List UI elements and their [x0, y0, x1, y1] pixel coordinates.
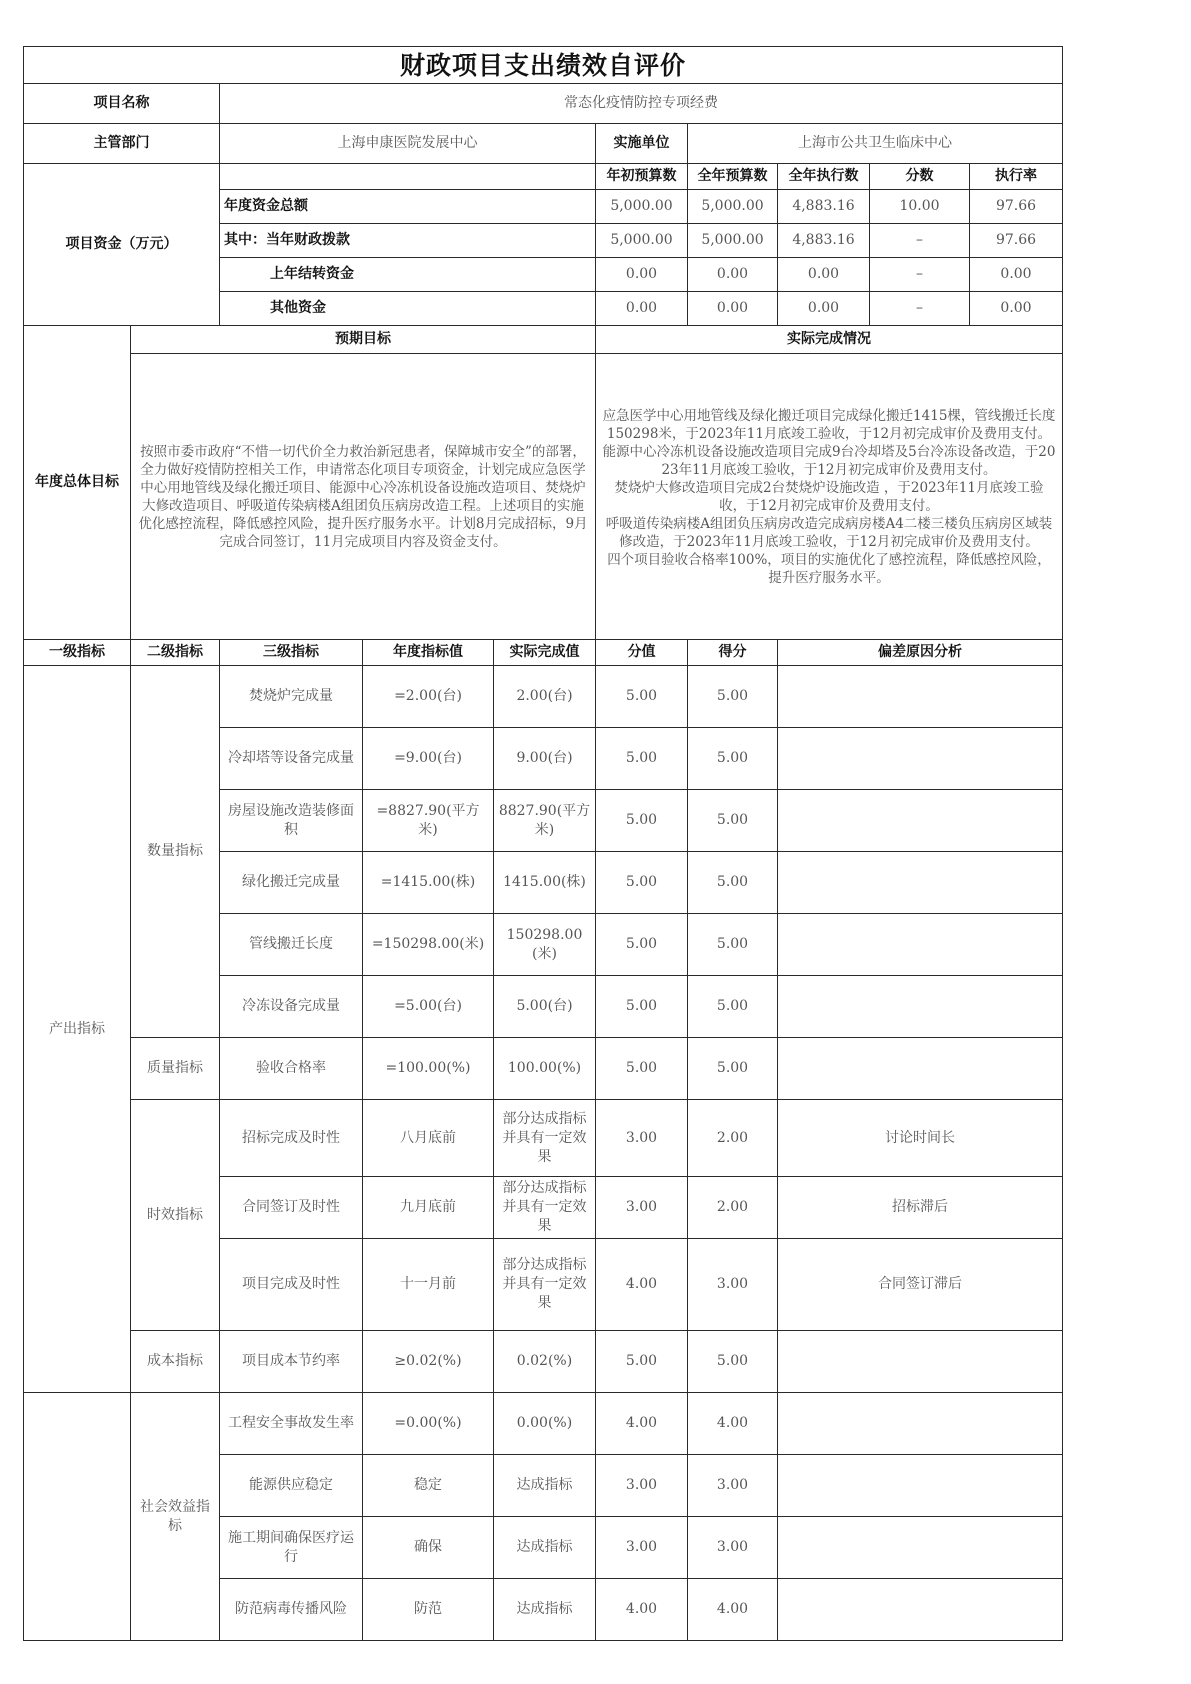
indicator-reason: 合同签订滞后 — [778, 1239, 1063, 1331]
indicator-reason — [778, 976, 1063, 1038]
indicator-weight: 5.00 — [596, 976, 688, 1038]
fund-header: 全年执行数 — [778, 164, 870, 190]
indicator-actual: 0.02(%) — [494, 1331, 596, 1393]
indicator-reason — [778, 728, 1063, 790]
indicator-score: 5.00 — [688, 1331, 778, 1393]
goals-and-indicators — [23, 325, 1063, 1641]
indicator-reason — [778, 1517, 1063, 1579]
fund-header: 分数 — [870, 164, 970, 190]
fund-row-label: 上年结转资金 — [220, 258, 596, 292]
indicator-score: 2.00 — [688, 1177, 778, 1239]
indicator-name: 管线搬迁长度 — [220, 914, 363, 976]
evaluation-sheet — [23, 46, 1063, 326]
level2-quality: 质量指标 — [131, 1038, 220, 1100]
fund-cell: – — [870, 258, 970, 292]
indicator-weight: 5.00 — [596, 1331, 688, 1393]
indicator-target: 十一月前 — [363, 1239, 494, 1331]
indicator-reason — [778, 1455, 1063, 1517]
actual-status-line: 能源中心冷冻机设备设施改造项目完成9台冷却塔及5台冷冻设备改造，于2023年11月底竣工验收，于12月初完成审价及费用支付。 — [602, 443, 1056, 478]
department-label: 主管部门 — [24, 124, 220, 164]
fund-cell: 10.00 — [870, 190, 970, 224]
implementer-value: 上海市公共卫生临床中心 — [688, 124, 1063, 164]
fund-row-label: 其他资金 — [220, 292, 596, 326]
indicator-weight: 5.00 — [596, 790, 688, 852]
indicator-actual: 部分达成指标并具有一定效果 — [494, 1177, 596, 1239]
indicator-reason — [778, 790, 1063, 852]
indicator-actual: 5.00(台) — [494, 976, 596, 1038]
indicator-name: 房屋设施改造装修面积 — [220, 790, 363, 852]
indicator-weight: 3.00 — [596, 1177, 688, 1239]
indicator-header: 二级指标 — [131, 640, 220, 666]
level1-benefit — [24, 1393, 131, 1641]
indicator-name: 冷却塔等设备完成量 — [220, 728, 363, 790]
indicator-score: 2.00 — [688, 1100, 778, 1177]
indicator-target: =0.00(%) — [363, 1393, 494, 1455]
fund-header: 全年预算数 — [688, 164, 778, 190]
indicator-header: 偏差原因分析 — [778, 640, 1063, 666]
indicator-target: =2.00(台) — [363, 666, 494, 728]
fund-cell: – — [870, 224, 970, 258]
indicator-name: 合同签订及时性 — [220, 1177, 363, 1239]
project-name-value: 常态化疫情防控专项经费 — [220, 84, 1063, 124]
indicator-score: 5.00 — [688, 852, 778, 914]
indicator-target: =8827.90(平方米) — [363, 790, 494, 852]
indicator-actual: 1415.00(株) — [494, 852, 596, 914]
fund-cell: 5,000.00 — [688, 190, 778, 224]
fund-header: 执行率 — [970, 164, 1063, 190]
indicator-actual: 0.00(%) — [494, 1393, 596, 1455]
project-name-label: 项目名称 — [24, 84, 220, 124]
fund-cell: 0.00 — [688, 292, 778, 326]
indicator-target: 确保 — [363, 1517, 494, 1579]
actual-status-header: 实际完成情况 — [596, 326, 1063, 354]
indicator-reason — [778, 1038, 1063, 1100]
evaluation-table — [23, 46, 1063, 326]
indicator-reason — [778, 852, 1063, 914]
indicator-name: 绿化搬迁完成量 — [220, 852, 363, 914]
fund-row-label: 其中：当年财政拨款 — [220, 224, 596, 258]
indicator-score: 3.00 — [688, 1517, 778, 1579]
fund-cell: 0.00 — [596, 258, 688, 292]
indicator-weight: 4.00 — [596, 1579, 688, 1641]
indicator-name: 项目完成及时性 — [220, 1239, 363, 1331]
indicator-actual: 部分达成指标并具有一定效果 — [494, 1239, 596, 1331]
fund-cell: 97.66 — [970, 190, 1063, 224]
indicator-target: =100.00(%) — [363, 1038, 494, 1100]
indicator-name: 焚烧炉完成量 — [220, 666, 363, 728]
level2-quantity: 数量指标 — [131, 666, 220, 1038]
indicator-header: 实际完成值 — [494, 640, 596, 666]
fund-cell: – — [870, 292, 970, 326]
indicator-weight: 4.00 — [596, 1393, 688, 1455]
indicator-score: 3.00 — [688, 1239, 778, 1331]
indicator-weight: 5.00 — [596, 914, 688, 976]
indicator-weight: 5.00 — [596, 852, 688, 914]
indicator-header: 一级指标 — [24, 640, 131, 666]
indicator-target: =9.00(台) — [363, 728, 494, 790]
fund-cell: 5,000.00 — [596, 190, 688, 224]
indicator-reason — [778, 1393, 1063, 1455]
indicator-actual: 部分达成指标并具有一定效果 — [494, 1100, 596, 1177]
indicator-score: 5.00 — [688, 666, 778, 728]
indicator-weight: 5.00 — [596, 666, 688, 728]
actual-status-line: 焚烧炉大修改造项目完成2台焚烧炉设施改造 ，于2023年11月底竣工验收，于12月初完成审价及费用支付。 — [614, 479, 1044, 514]
indicator-score: 4.00 — [688, 1579, 778, 1641]
fund-cell: 0.00 — [970, 292, 1063, 326]
indicator-name: 施工期间确保医疗运行 — [220, 1517, 363, 1579]
fund-cell: 0.00 — [596, 292, 688, 326]
indicator-actual: 达成指标 — [494, 1579, 596, 1641]
indicator-name: 冷冻设备完成量 — [220, 976, 363, 1038]
page-title: 财政项目支出绩效自评价 — [24, 47, 1063, 84]
indicator-name: 项目成本节约率 — [220, 1331, 363, 1393]
indicator-header: 年度指标值 — [363, 640, 494, 666]
fund-cell: 97.66 — [970, 224, 1063, 258]
indicator-reason — [778, 666, 1063, 728]
indicator-actual: 100.00(%) — [494, 1038, 596, 1100]
indicator-target: =150298.00(米) — [363, 914, 494, 976]
indicator-reason — [778, 1579, 1063, 1641]
actual-status-line: 四个项目验收合格率100%，项目的实施优化了感控流程，降低感控风险，提升医疗服务水平。 — [607, 551, 1051, 586]
indicator-name: 防范病毒传播风险 — [220, 1579, 363, 1641]
fund-cell: 0.00 — [970, 258, 1063, 292]
indicator-score: 5.00 — [688, 976, 778, 1038]
indicator-actual: 9.00(台) — [494, 728, 596, 790]
fund-cell: 4,883.16 — [778, 224, 870, 258]
annual-goal-label: 年度总体目标 — [24, 326, 131, 640]
indicator-table — [23, 325, 1063, 1641]
level1-output: 产出指标 — [24, 666, 131, 1393]
level2-social-benefit: 社会效益指标 — [131, 1393, 220, 1641]
fund-cell: 5,000.00 — [596, 224, 688, 258]
fund-cell: 0.00 — [688, 258, 778, 292]
indicator-actual: 8827.90(平方米) — [494, 790, 596, 852]
indicator-name: 能源供应稳定 — [220, 1455, 363, 1517]
indicator-header: 得分 — [688, 640, 778, 666]
implementer-label: 实施单位 — [596, 124, 688, 164]
indicator-reason — [778, 1331, 1063, 1393]
indicator-target: ≥0.02(%) — [363, 1331, 494, 1393]
indicator-target: =1415.00(株) — [363, 852, 494, 914]
indicator-target: =5.00(台) — [363, 976, 494, 1038]
indicator-weight: 3.00 — [596, 1455, 688, 1517]
indicator-score: 3.00 — [688, 1455, 778, 1517]
indicator-weight: 4.00 — [596, 1239, 688, 1331]
indicator-name: 工程安全事故发生率 — [220, 1393, 363, 1455]
indicator-name: 验收合格率 — [220, 1038, 363, 1100]
indicator-weight: 5.00 — [596, 728, 688, 790]
funds-header-blank — [220, 164, 596, 190]
level2-timeliness: 时效指标 — [131, 1100, 220, 1331]
indicator-score: 5.00 — [688, 914, 778, 976]
indicator-score: 5.00 — [688, 728, 778, 790]
indicator-weight: 3.00 — [596, 1100, 688, 1177]
indicator-target: 防范 — [363, 1579, 494, 1641]
indicator-score: 5.00 — [688, 1038, 778, 1100]
indicator-actual: 达成指标 — [494, 1517, 596, 1579]
funds-label: 项目资金（万元） — [24, 164, 220, 326]
actual-status-line: 应急医学中心用地管线及绿化搬迁项目完成绿化搬迁1415棵，管线搬迁长度150298米，于2023年11月底竣工验收，于12月初完成审价及费用支付。 — [602, 407, 1056, 442]
fund-cell: 0.00 — [778, 292, 870, 326]
indicator-score: 5.00 — [688, 790, 778, 852]
fund-row-label: 年度资金总额 — [220, 190, 596, 224]
indicator-name: 招标完成及时性 — [220, 1100, 363, 1177]
fund-cell: 0.00 — [778, 258, 870, 292]
indicator-reason: 招标滞后 — [778, 1177, 1063, 1239]
actual-status-line: 呼吸道传染病楼A组团负压病房改造完成病房楼A4二楼三楼负压病房区域装修改造，于2023年11月底竣工验收，于12月初完成审价及费用支付。 — [605, 515, 1053, 550]
actual-status-text — [596, 354, 1063, 640]
indicator-actual: 150298.00(米) — [494, 914, 596, 976]
expected-goal-header: 预期目标 — [131, 326, 596, 354]
indicator-weight: 3.00 — [596, 1517, 688, 1579]
indicator-weight: 5.00 — [596, 1038, 688, 1100]
level2-cost: 成本指标 — [131, 1331, 220, 1393]
indicator-actual: 2.00(台) — [494, 666, 596, 728]
department-value: 上海申康医院发展中心 — [220, 124, 596, 164]
fund-cell: 5,000.00 — [688, 224, 778, 258]
indicator-reason — [778, 914, 1063, 976]
fund-cell: 4,883.16 — [778, 190, 870, 224]
fund-header: 年初预算数 — [596, 164, 688, 190]
indicator-actual: 达成指标 — [494, 1455, 596, 1517]
indicator-header: 分值 — [596, 640, 688, 666]
indicator-score: 4.00 — [688, 1393, 778, 1455]
indicator-target: 稳定 — [363, 1455, 494, 1517]
indicator-reason: 讨论时间长 — [778, 1100, 1063, 1177]
indicator-target: 九月底前 — [363, 1177, 494, 1239]
indicator-target: 八月底前 — [363, 1100, 494, 1177]
indicator-header: 三级指标 — [220, 640, 363, 666]
expected-goal-text: 按照市委市政府“不惜一切代价全力救治新冠患者，保障城市安全”的部署，全力做好疫情防控相关工作，申请常态化项目专项资金，计划完成应急医学中心用地管线及绿化搬迁项目、能源中心冷冻机设备设施改造项目、焚烧炉大修改造项目、呼吸道传染病楼A组团负压病房改造工程。上述项目的实施优化感控流程，降低感控风险，提升医疗服务水平。计划8月完成招标，9月完成合同签订，11月完成项目内容及资金支付。 — [131, 354, 596, 640]
